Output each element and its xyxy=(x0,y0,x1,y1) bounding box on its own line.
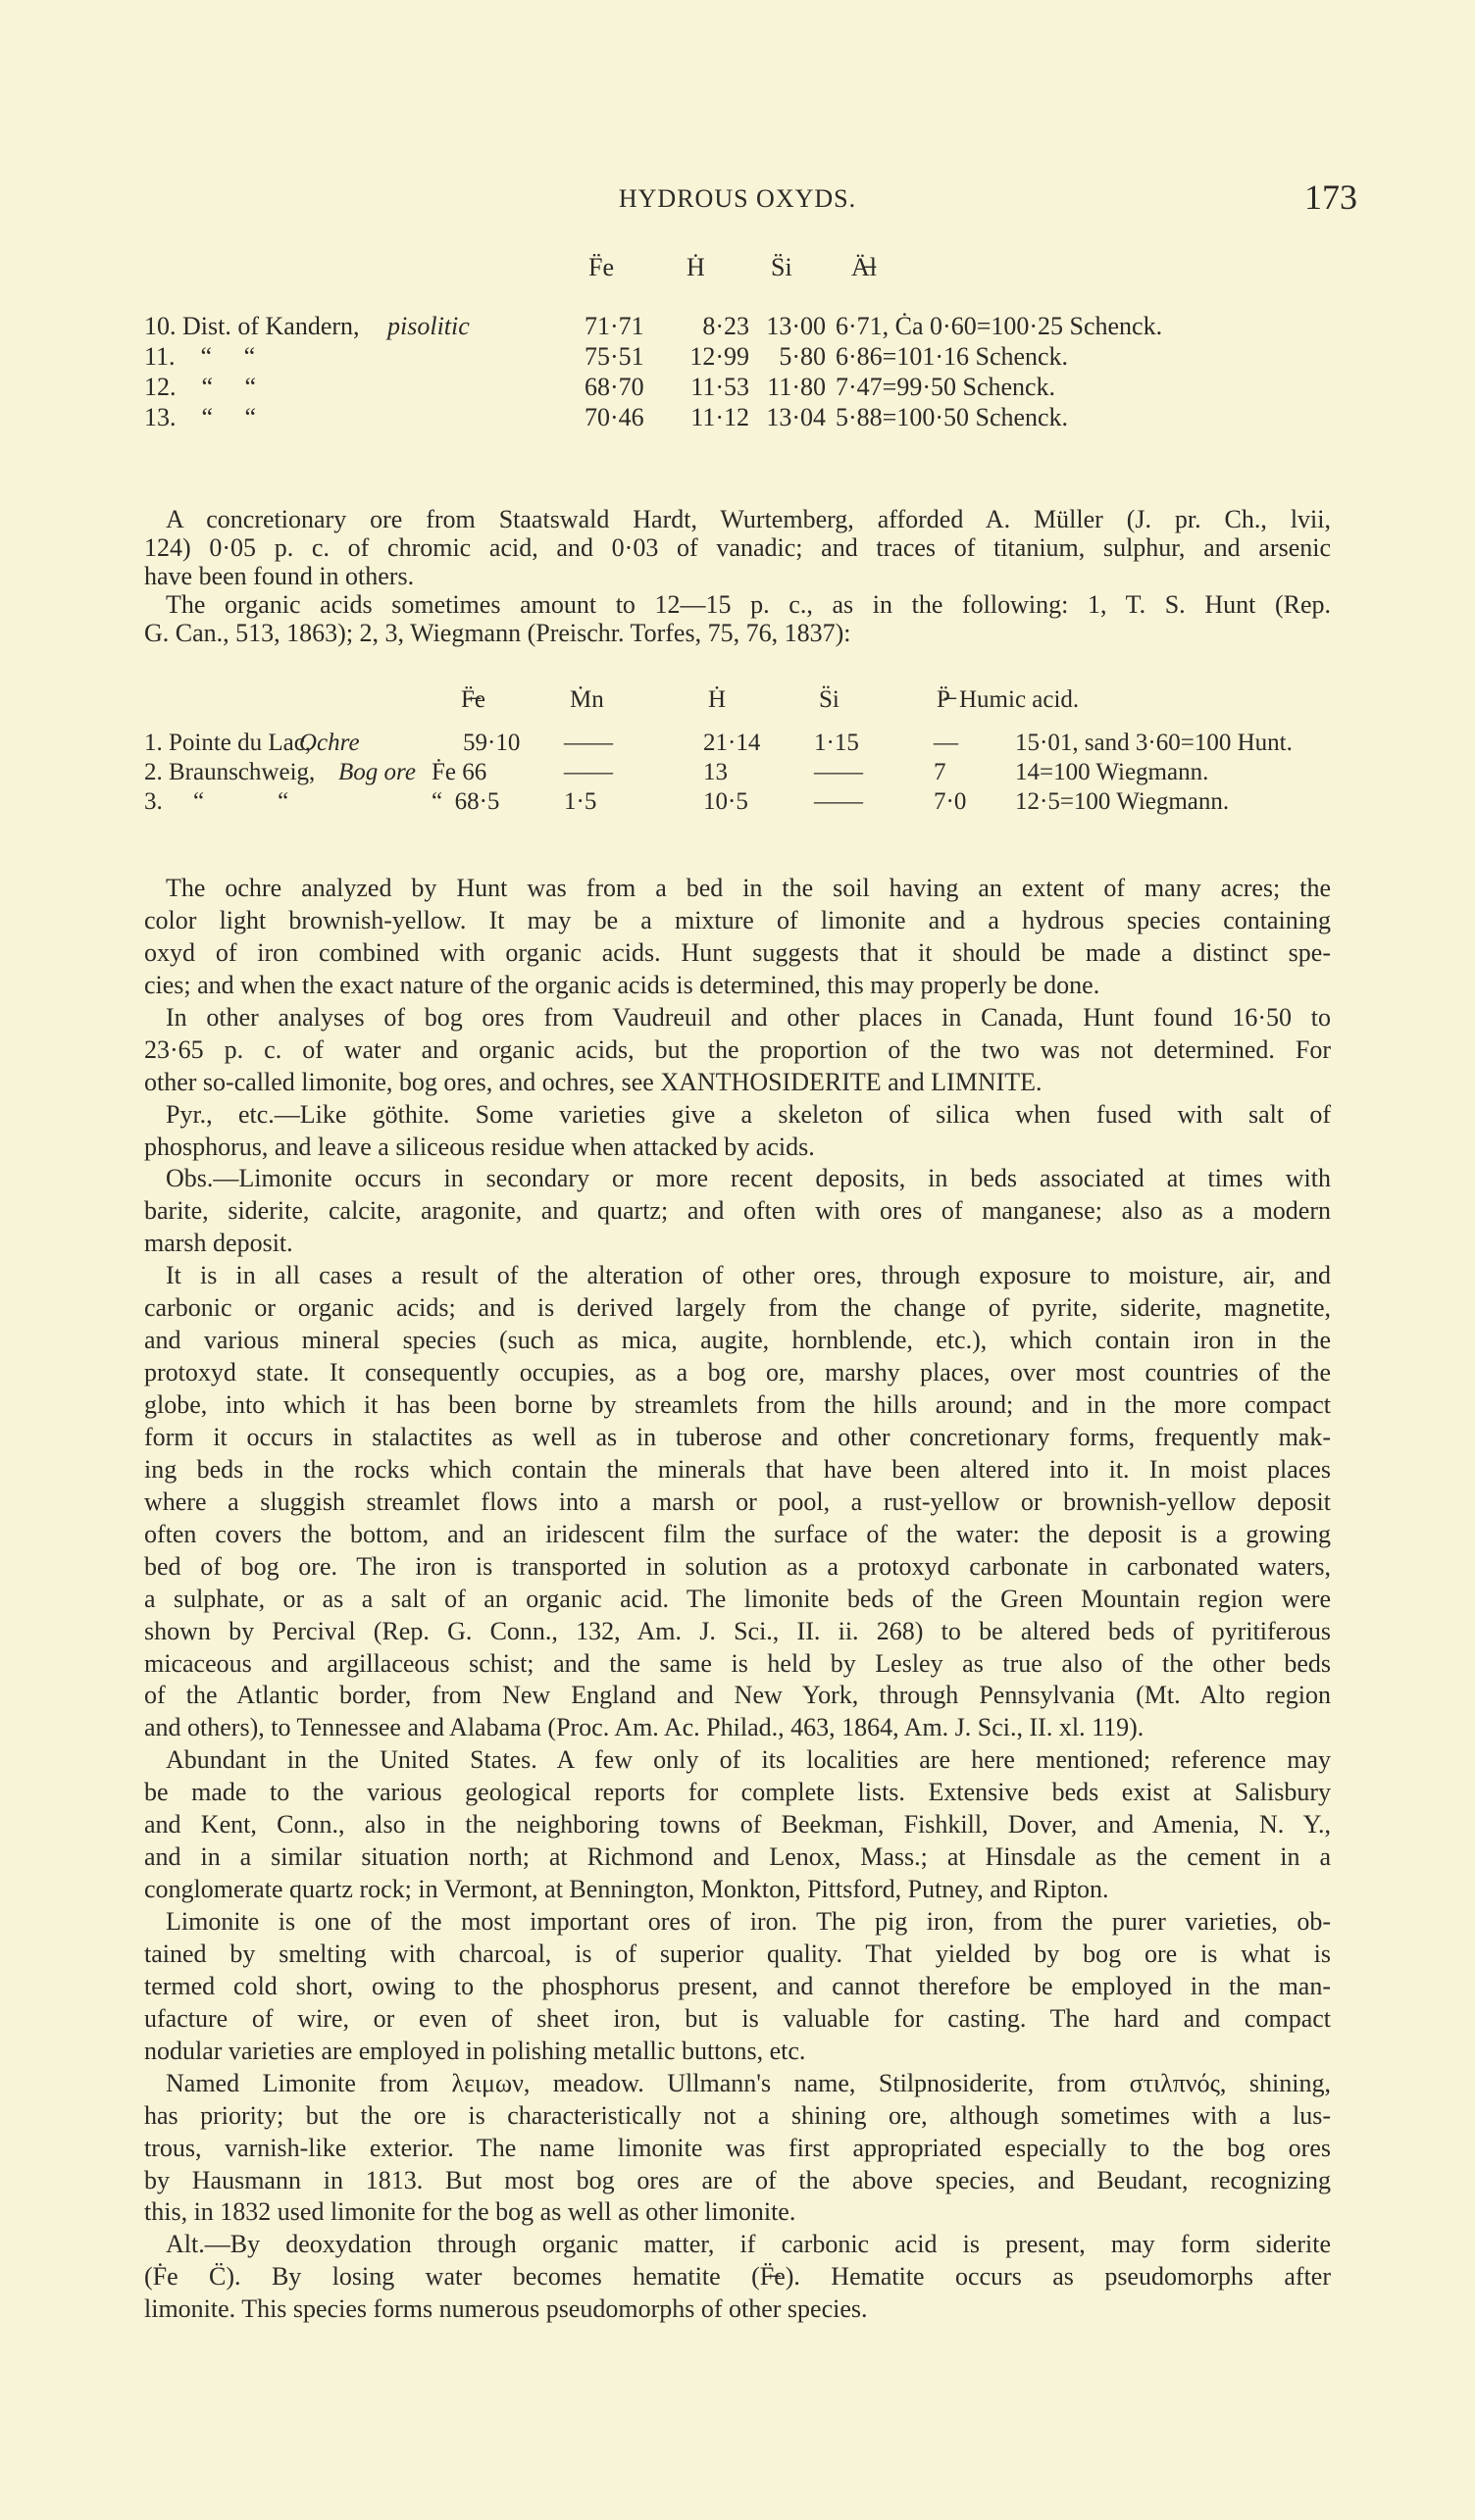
table2-cell-fe: “ 68·5 xyxy=(432,788,500,815)
text-line: limonite. This species forms numerous pseudomorphs of other species. xyxy=(144,2294,868,2324)
table1-cell-fe: 68·70 xyxy=(585,373,644,401)
table2-row-label: 2. Braunschweig, xyxy=(144,759,322,785)
text-line: Abundant in the United States. A few only of its localities are here mentioned; reference may xyxy=(166,1745,1331,1775)
table2-cell-rest: 15·01, sand 3·60=100 Hunt. xyxy=(1015,730,1293,756)
table2-cell-rest: 12·5=100 Wiegmann. xyxy=(1015,788,1230,815)
text-line: bed of bog ore. The iron is transported in solution as a protoxyd carbonate in carbonated waters, xyxy=(144,1551,1331,1581)
text-line: It is in all cases a result of the alteration of other ores, through exposure to moisture, air, and xyxy=(166,1261,1331,1290)
text-line: has priority; but the ore is characteristically not a shining ore, although sometimes with a lus- xyxy=(144,2100,1331,2130)
table1-row-label: 11. “ “ xyxy=(144,342,256,371)
table2-cell-fe: Ḟe 66 xyxy=(432,759,487,785)
text-line: Alt.—By deoxydation through organic matter, if carbonic acid is present, may form siderite xyxy=(166,2230,1331,2259)
text-line: Obs.—Limonite occurs in secondary or more recent deposits, in beds associated at times with xyxy=(166,1164,1331,1193)
table1-cell-fe: 75·51 xyxy=(585,342,644,371)
table2-header-fe: F̶̈e xyxy=(461,686,485,713)
table2-header-humic: Humic acid. xyxy=(959,686,1080,713)
text-line: The organic acids sometimes amount to 12—15 p. c., as in the following: 1, T. S. Hunt (Rep. xyxy=(166,590,1331,619)
text-line: ing beds in the rocks which contain the minerals that have been altered into it. In moist places xyxy=(144,1454,1331,1484)
paragraph xyxy=(144,1099,1331,1164)
paragraph xyxy=(144,1744,1331,1906)
paragraph xyxy=(144,2068,1331,2230)
text-line: In other analyses of bog ores from Vaudreuil and other places in Canada, Hunt found 16·50 to xyxy=(166,1002,1331,1032)
table1-cell-rest: 5·88=100·50 Schenck. xyxy=(836,403,1069,431)
table1-header-si: S̈i xyxy=(771,253,792,281)
table2-cell-mn: —— xyxy=(564,730,613,756)
table1-header-al: Ä̶l xyxy=(851,253,877,281)
table2-cell-h: 10·5 xyxy=(703,788,748,815)
text-line: 23·65 p. c. of water and organic acids, but the proportion of the two was not determined. For xyxy=(144,1034,1331,1064)
running-title: HYDROUS OXYDS. xyxy=(618,184,857,213)
text-line: by Hausmann in 1813. But most bog ores are of the above species, and Beudant, recognizing xyxy=(144,2165,1331,2194)
text-line: and Kent, Conn., also in the neighboring towns of Beekman, Fishkill, Dover, and Amenia, N. Y., xyxy=(144,1810,1331,1840)
table2-cell-h: 13 xyxy=(703,759,728,785)
table2-cell-si: 1·15 xyxy=(814,730,859,756)
table2-cell-p: 7 xyxy=(934,759,946,785)
text-line: color light brownish-yellow. It may be a mixture of limonite and a hydrous species containing xyxy=(144,905,1331,934)
paragraph xyxy=(144,1002,1331,1099)
text-line: micaceous and argillaceous schist; and the same is held by Lesley as true also of the other beds xyxy=(144,1648,1331,1678)
table1-cell-h: 8·23 xyxy=(702,312,749,340)
table2-header-p: P̶̈ xyxy=(937,686,950,713)
text-line: (Ḟe C̈). By losing water becomes hematite (F̶̈e). Hematite occurs as pseudomorphs after xyxy=(144,2262,1331,2292)
text-line: other so-called limonite, bog ores, and ochres, see XANTHOSIDERITE and LIMNITE. xyxy=(144,1067,1043,1096)
text-line: cies; and when the exact nature of the organic acids is determined, this may properly be done. xyxy=(144,970,1100,999)
table2-cell-si: —— xyxy=(814,788,863,815)
text-line: often covers the bottom, and an iridescent film the surface of the water: the deposit is a growing xyxy=(144,1519,1331,1548)
table2-cell-fe: 59·10 xyxy=(463,730,521,756)
table1-header-fe: F̈e xyxy=(588,253,614,281)
table1-cell-h: 12·99 xyxy=(689,342,749,371)
table1-row-label: 12. “ “ xyxy=(144,373,257,401)
text-line: 124) 0·05 p. c. of chromic acid, and 0·03 of vanadic; and traces of titanium, sulphur, and arsenic xyxy=(144,533,1331,562)
text-line: be made to the various geological reports for complete lists. Extensive beds exist at Salisbury xyxy=(144,1778,1331,1807)
table1-cell-si: 5·80 xyxy=(779,342,826,371)
intro-paragraphs xyxy=(144,505,1331,647)
text-line: and in a similar situation north; at Richmond and Lenox, Mass.; at Hinsdale as the cement in a xyxy=(144,1842,1331,1872)
paragraph xyxy=(144,2229,1331,2326)
table1-row-label: 13. “ “ xyxy=(144,403,257,431)
table1-row-label: 10. Dist. of Kandern, xyxy=(144,312,367,340)
text-line: and various mineral species (such as mica, augite, hornblende, etc.), which contain iron in the xyxy=(144,1326,1331,1355)
text-line: marsh deposit. xyxy=(144,1229,293,1258)
text-line: shown by Percival (Rep. G. Conn., 132, Am. J. Sci., II. ii. 268) to be altered beds of pyritiferous xyxy=(144,1616,1331,1645)
text-line: phosphorus, and leave a siliceous residue when attacked by acids. xyxy=(144,1132,815,1161)
text-line: and others), to Tennessee and Alabama (Proc. Am. Ac. Philad., 463, 1864, Am. J. Sci., II. xl. 119). xyxy=(144,1713,1144,1742)
table2-row-label: 1. Pointe du Lac, xyxy=(144,730,318,756)
table1-cell-h: 11·53 xyxy=(690,373,749,401)
table2-cell-h: 21·14 xyxy=(703,730,761,756)
table1-cell-rest: 7·47=99·50 Schenck. xyxy=(836,373,1056,401)
paragraph xyxy=(144,1906,1331,2068)
paragraph xyxy=(144,1260,1331,1744)
page-number: 173 xyxy=(1304,177,1357,217)
text-line: Named Limonite from λειμων, meadow. Ullmann's name, Stilpnosiderite, from στιλπνός, shining, xyxy=(166,2068,1331,2097)
text-line: termed cold short, owing to the phosphorus present, and cannot therefore be employed in the man- xyxy=(144,1971,1331,2000)
text-line: nodular varieties are employed in polishing metallic buttons, etc. xyxy=(144,2036,806,2065)
text-line: oxyd of iron combined with organic acids. Hunt suggests that it should be made a distinct spe- xyxy=(144,937,1331,967)
text-line: globe, into which it has been borne by streamlets from the hills around; and in the more compact xyxy=(144,1390,1331,1419)
text-line: The ochre analyzed by Hunt was from a bed in the soil having an extent of many acres; the xyxy=(166,874,1331,902)
table2-cell-p: 7·0 xyxy=(934,788,967,815)
table2-header-h: Ḣ xyxy=(708,686,727,713)
text-line: form it occurs in stalactites as well as in tuberose and other concretionary forms, frequently mak- xyxy=(144,1422,1331,1451)
text-line: Pyr., etc.—Like göthite. Some varieties give a skeleton of silica when fused with salt of xyxy=(166,1099,1331,1129)
text-line: where a sluggish streamlet flows into a marsh or pool, a rust-yellow or brownish-yellow deposit xyxy=(144,1487,1331,1516)
text-line: G. Can., 513, 1863); 2, 3, Wiegmann (Preischr. Torfes, 75, 76, 1837): xyxy=(144,619,851,647)
table2-header-mn: Ṁn xyxy=(570,686,604,713)
table1-cell-h: 11·12 xyxy=(690,403,749,431)
table2-cell-p: — xyxy=(934,730,958,756)
text-line: carbonic or organic acids; and is derived largely from the change of pyrite, siderite, magnetite, xyxy=(144,1293,1331,1323)
table1-cell-si: 11·80 xyxy=(767,373,826,401)
table2-cell-mn: 1·5 xyxy=(564,788,597,815)
text-line: this, in 1832 used limonite for the bog as well as other limonite. xyxy=(144,2197,796,2227)
table1-cell-si: 13·00 xyxy=(766,312,826,340)
table1-cell-rest: 6·71, Ċa 0·60=100·25 Schenck. xyxy=(836,312,1163,340)
paragraph xyxy=(144,873,1331,1002)
table1-header-h: Ḣ xyxy=(687,253,705,281)
table1-row-label-italic: pisolitic xyxy=(387,312,470,340)
table2-cell-si: —— xyxy=(814,759,863,785)
table2-header-si: S̈i xyxy=(819,686,839,713)
table1-cell-si: 13·04 xyxy=(766,403,826,431)
text-line: tained by smelting with charcoal, is of superior quality. That yielded by bog ore is what is xyxy=(144,1939,1331,1968)
text-line: of the Atlantic border, from New England and New York, through Pennsylvania (Mt. Alto region xyxy=(144,1681,1331,1710)
text-line: protoxyd state. It consequently occupies, as a bog ore, marshy places, over most countries of the xyxy=(144,1358,1331,1387)
text-line: conglomerate quartz rock; in Vermont, at Bennington, Monkton, Pittsford, Putney, and Ripton. xyxy=(144,1875,1109,1904)
text-line: barite, siderite, calcite, aragonite, and quartz; and often with ores of manganese; also as a modern xyxy=(144,1196,1331,1226)
table2-row-label-italic: Ochre xyxy=(299,730,360,756)
text-line: a sulphate, or as a salt of an organic acid. The limonite beds of the Green Mountain region were xyxy=(144,1584,1331,1613)
text-line: A concretionary ore from Staatswald Hardt, Wurtemberg, afforded A. Müller (J. pr. Ch., lvii, xyxy=(166,505,1331,533)
text-line: ufacture of wire, or even of sheet iron, but is valuable for casting. The hard and compact xyxy=(144,2003,1331,2033)
table2-cell-mn: —— xyxy=(564,759,613,785)
text-line: trous, varnish-like exterior. The name limonite was first appropriated especially to the bog ores xyxy=(144,2133,1331,2162)
text-line: have been found in others. xyxy=(144,562,415,590)
paragraph xyxy=(144,1163,1331,1260)
table2-row-label: 3. “ “ xyxy=(144,788,289,815)
body-text xyxy=(144,873,1331,2326)
table2-cell-rest: 14=100 Wiegmann. xyxy=(1015,759,1209,785)
paragraph xyxy=(144,590,1331,647)
table1-cell-rest: 6·86=101·16 Schenck. xyxy=(836,342,1069,371)
table1-cell-fe: 70·46 xyxy=(585,403,644,431)
table2-row-label-italic: Bog ore xyxy=(338,759,416,785)
paragraph xyxy=(144,505,1331,590)
table1-cell-fe: 71·71 xyxy=(585,312,644,340)
text-line: Limonite is one of the most important ores of iron. The pig iron, from the purer varieties, ob- xyxy=(166,1907,1331,1936)
